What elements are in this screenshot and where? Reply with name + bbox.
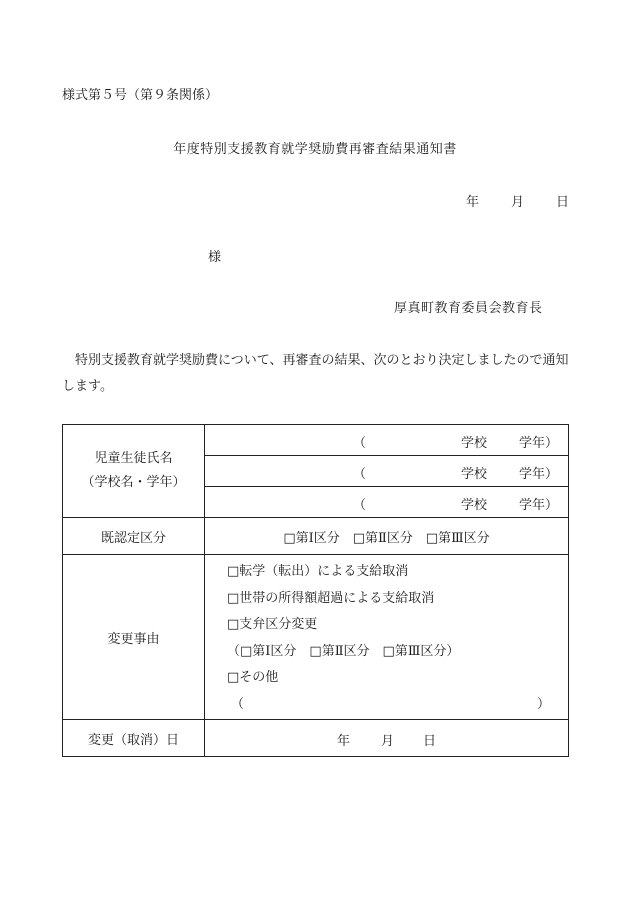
grade-label: 学年） bbox=[519, 436, 559, 451]
reason-category-options[interactable]: （□第Ⅰ区分 □第Ⅱ区分 □第Ⅲ区分） bbox=[227, 643, 460, 659]
other-paren-open: （ bbox=[231, 696, 245, 712]
reason-other-field[interactable] bbox=[227, 692, 568, 718]
certified-options[interactable]: □第Ⅰ区分 □第Ⅱ区分 □第Ⅲ区分 bbox=[205, 518, 569, 555]
student-name-field[interactable] bbox=[205, 456, 569, 487]
student-label-cell bbox=[63, 425, 205, 518]
paren-open: （ bbox=[353, 436, 367, 451]
form-table bbox=[62, 424, 569, 757]
reason-label: 変更事由 bbox=[63, 555, 205, 720]
change-date-field[interactable] bbox=[205, 720, 569, 757]
paren-open: （ bbox=[353, 467, 367, 482]
form-label: 様式第５号（第９条関係） bbox=[62, 88, 219, 103]
grade-label: 学年） bbox=[519, 498, 559, 513]
reason-category-change-checkbox[interactable]: □支弁区分変更 bbox=[227, 617, 318, 632]
date-day: 日 bbox=[556, 195, 570, 210]
document-title: 年度特別支援教育就学奨励費再審査結果通知書 bbox=[173, 142, 457, 157]
other-paren-close: ） bbox=[537, 696, 551, 712]
certified-row bbox=[63, 518, 569, 555]
date-year: 年 bbox=[466, 195, 480, 210]
school-label: 学校 bbox=[461, 467, 488, 482]
change-year: 年 bbox=[337, 734, 351, 749]
student-row-1 bbox=[63, 425, 569, 456]
body-text: 特別支援教育就学奨励費について、再審査の結果、次のとおり決定しましたので通知します。 bbox=[62, 353, 569, 394]
issuer: 厚真町教育委員会教育長 bbox=[394, 301, 543, 316]
reason-income-checkbox[interactable]: □世帯の所得額超過による支給取消 bbox=[227, 590, 435, 606]
change-date-label: 変更（取消）日 bbox=[63, 720, 205, 757]
change-day: 日 bbox=[423, 734, 437, 749]
change-month: 月 bbox=[381, 734, 395, 749]
reason-row bbox=[63, 555, 569, 720]
student-name-field[interactable] bbox=[205, 425, 569, 456]
reason-cell bbox=[205, 555, 569, 720]
date-month: 月 bbox=[511, 195, 525, 210]
reason-other-checkbox[interactable]: □その他 bbox=[227, 670, 279, 685]
paren-open: （ bbox=[353, 498, 367, 513]
school-label: 学校 bbox=[461, 498, 488, 513]
student-label: 児童生徒氏名 bbox=[94, 451, 173, 466]
school-label: 学校 bbox=[461, 436, 488, 451]
change-date-row bbox=[63, 720, 569, 757]
grade-label: 学年） bbox=[519, 467, 559, 482]
reason-transfer-checkbox[interactable]: □転学（転出）による支給取消 bbox=[227, 564, 409, 579]
student-label-sub: （学校名・学年） bbox=[81, 475, 186, 490]
certified-label: 既認定区分 bbox=[63, 518, 205, 555]
student-name-field[interactable] bbox=[205, 487, 569, 518]
addressee-suffix: 様 bbox=[208, 250, 222, 265]
